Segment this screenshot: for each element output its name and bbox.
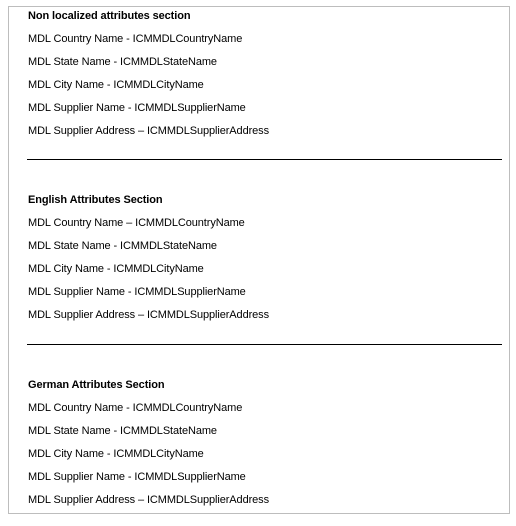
attribute-line-city-name: MDL City Name - ICMMDLCityName xyxy=(28,79,204,91)
section-heading: English Attributes Section xyxy=(28,194,163,206)
attribute-line-state-name: MDL State Name - ICMMDLStateName xyxy=(28,240,217,252)
document-page xyxy=(8,6,510,514)
section-german-attributes xyxy=(28,378,498,507)
attribute-line-country-name: MDL Country Name - ICMMDLCountryName xyxy=(28,33,243,45)
attribute-line-supplier-address: MDL Supplier Address – ICMMDLSupplierAddress xyxy=(28,309,269,321)
attribute-line-state-name: MDL State Name - ICMMDLStateName xyxy=(28,56,217,68)
section-heading: Non localized attributes section xyxy=(28,10,191,22)
attribute-line-country-name: MDL Country Name – ICMMDLCountryName xyxy=(28,217,245,229)
section-divider xyxy=(27,159,502,160)
attribute-line-supplier-name: MDL Supplier Name - ICMMDLSupplierName xyxy=(28,102,246,114)
section-divider xyxy=(27,344,502,345)
attribute-line-city-name: MDL City Name - ICMMDLCityName xyxy=(28,263,204,275)
attribute-line-country-name: MDL Country Name - ICMMDLCountryName xyxy=(28,402,243,414)
attribute-line-supplier-name: MDL Supplier Name - ICMMDLSupplierName xyxy=(28,471,246,483)
attribute-line-supplier-address: MDL Supplier Address – ICMMDLSupplierAddress xyxy=(28,125,269,137)
attribute-line-supplier-address: MDL Supplier Address – ICMMDLSupplierAddress xyxy=(28,494,269,506)
section-non-localized-attributes xyxy=(28,9,498,138)
attribute-line-supplier-name: MDL Supplier Name - ICMMDLSupplierName xyxy=(28,286,246,298)
section-heading: German Attributes Section xyxy=(28,379,165,391)
section-english-attributes xyxy=(28,193,498,322)
attribute-line-state-name: MDL State Name - ICMMDLStateName xyxy=(28,425,217,437)
attribute-line-city-name: MDL City Name - ICMMDLCityName xyxy=(28,448,204,460)
